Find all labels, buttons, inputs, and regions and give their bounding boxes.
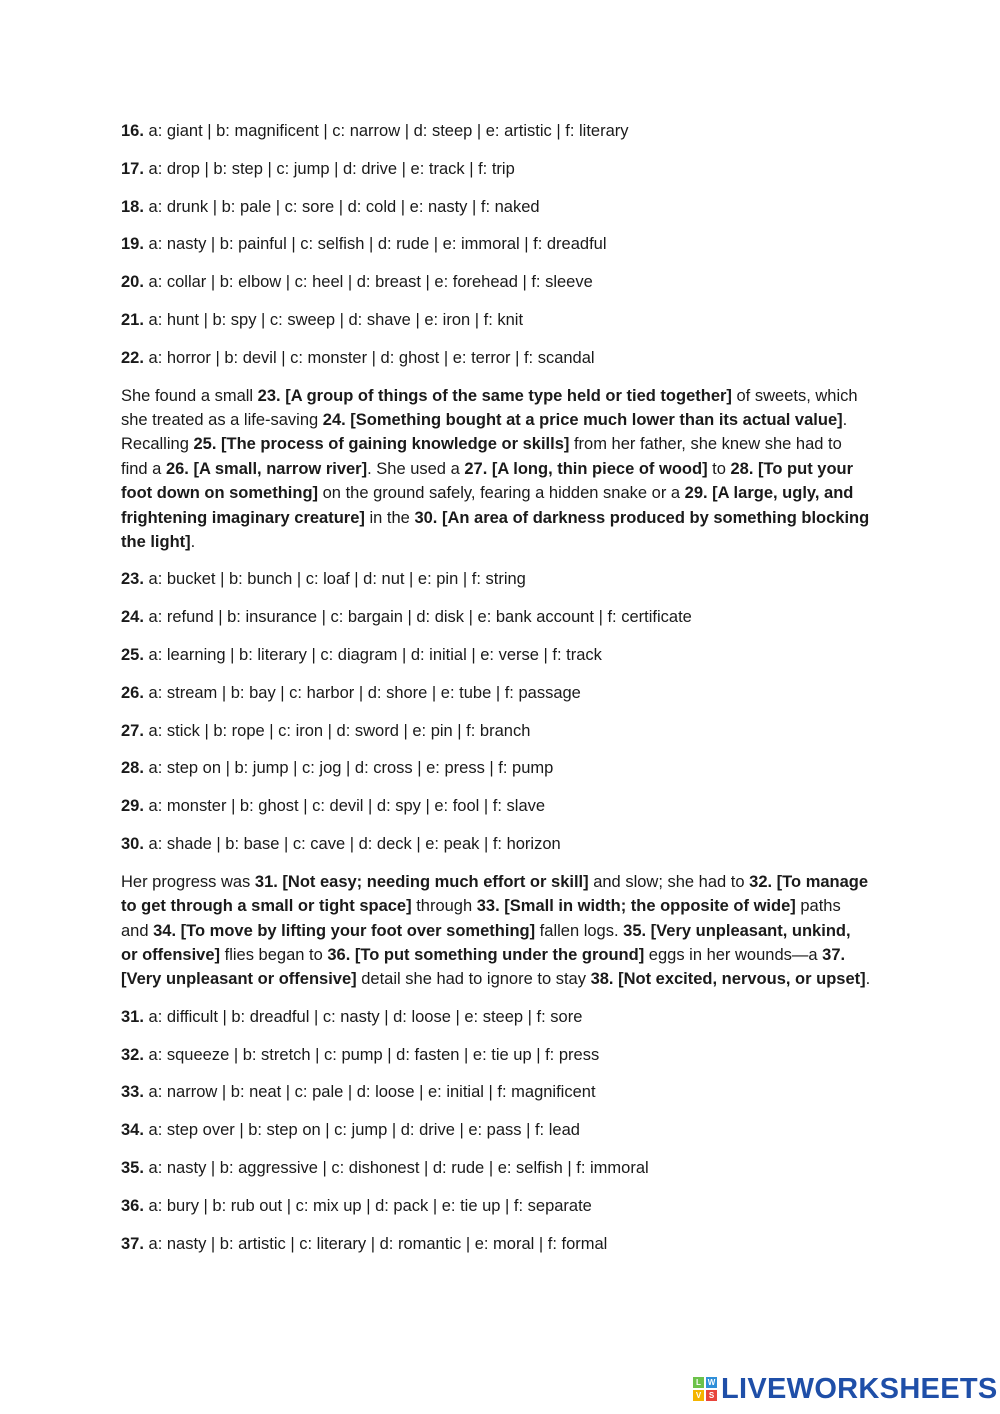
question-options: a: bury | b: rub out | c: mix up | d: pack | e: tie up | f: separate — [148, 1196, 592, 1215]
question-number: 24. — [121, 608, 144, 627]
story-text: and slow; she had to — [588, 872, 750, 891]
question-line — [121, 756, 871, 780]
story-text: on the ground safely, fearing a hidden snake or a — [318, 484, 685, 503]
question-options: a: nasty | b: aggressive | c: dishonest | d: rude | e: selfish | f: immoral — [148, 1159, 649, 1178]
question-line — [121, 1080, 871, 1104]
blank-clue: 29. [A large, ugly, and frightening imaginary creature] — [121, 484, 854, 527]
question-line — [121, 157, 871, 181]
question-line — [121, 195, 871, 219]
question-options: a: drop | b: step | c: jump | d: drive | e: track | f: trip — [148, 159, 515, 178]
story-text: detail she had to ignore to stay — [356, 970, 591, 989]
question-number: 30. — [121, 835, 144, 853]
question-options: a: squeeze | b: stretch | c: pump | d: fasten | e: tie up | f: press — [148, 1045, 600, 1064]
question-options: a: collar | b: elbow | c: heel | d: breast | e: forehead | f: sleeve — [148, 273, 593, 292]
question-line — [121, 567, 871, 591]
story-text: to — [707, 459, 731, 478]
question-number: 28. — [121, 759, 144, 778]
story-text: . She used a — [367, 459, 465, 478]
question-options: a: refund | b: insurance | c: bargain | d: disk | e: bank account | f: certificate — [148, 608, 692, 627]
question-line — [121, 346, 871, 370]
question-number: 25. — [121, 646, 144, 665]
question-options: a: narrow | b: neat | c: pale | d: loose | e: initial | f: magnificent — [148, 1083, 596, 1102]
question-number: 35. — [121, 1159, 144, 1178]
story-text: . — [190, 533, 196, 552]
question-line — [121, 643, 871, 667]
question-line — [121, 1232, 871, 1256]
question-options: a: step on | b: jump | c: jog | d: cross | e: press | f: pump — [148, 759, 554, 778]
logo-tile: S — [706, 1390, 717, 1401]
question-line — [121, 832, 871, 856]
blank-clue: 27. [A long, thin piece of wood] — [464, 459, 708, 478]
story-text: from her father, she knew she had to find a — [121, 435, 842, 478]
question-number: 19. — [121, 235, 144, 254]
question-line — [121, 1118, 871, 1142]
question-line — [121, 1194, 871, 1218]
question-number: 26. — [121, 683, 144, 702]
question-line — [121, 1005, 871, 1029]
blank-clue: 35. [Very unpleasant, unkind, or offensive] — [121, 921, 851, 965]
question-number: 21. — [121, 310, 144, 329]
story-text: in the — [364, 508, 415, 527]
blank-clue: 25. [The process of gaining knowledge or skills] — [193, 435, 570, 454]
story-text: eggs in her wounds—a — [644, 946, 823, 965]
question-number: 33. — [121, 1083, 144, 1102]
question-options: a: learning | b: literary | c: diagram | d: initial | e: verse | f: track — [148, 646, 602, 665]
worksheet-page — [121, 119, 871, 1269]
question-options: a: hunt | b: spy | c: sweep | d: shave | e: iron | f: knit — [148, 310, 524, 329]
question-number: 32. — [121, 1045, 144, 1064]
story-text: flies began to — [220, 946, 328, 965]
story-text: paths and — [121, 897, 841, 940]
question-line — [121, 1156, 871, 1180]
question-options: a: stick | b: rope | c: iron | d: sword | e: pin | f: branch — [148, 721, 531, 740]
blank-clue: 33. [Small in width; the opposite of wide] — [476, 897, 796, 916]
question-number: 27. — [121, 721, 144, 740]
story-text: of sweets, which she treated as a life-saving — [121, 386, 858, 429]
blank-clue: 30. [An area of darkness produced by something blocking the light] — [121, 508, 870, 552]
question-number: 17. — [121, 159, 144, 178]
blank-clue: 36. [To put something under the ground] — [327, 946, 645, 965]
story-text: fallen logs. — [535, 921, 624, 940]
question-options: a: stream | b: bay | c: harbor | d: shore | e: tube | f: passage — [148, 683, 581, 702]
question-options: a: monster | b: ghost | c: devil | d: spy | e: fool | f: slave — [148, 797, 546, 816]
question-number: 20. — [121, 273, 144, 292]
question-number: 29. — [121, 797, 144, 816]
liveworksheets-logo[interactable] — [693, 1372, 998, 1406]
story-text: . — [865, 970, 871, 989]
question-line — [121, 605, 871, 629]
question-options: a: giant | b: magnificent | c: narrow | d: steep | e: artistic | f: literary — [148, 122, 629, 140]
question-options: a: drunk | b: pale | c: sore | d: cold | e: nasty | f: naked — [148, 197, 540, 216]
question-options: a: difficult | b: dreadful | c: nasty | d: loose | e: steep | f: sore — [148, 1007, 583, 1026]
question-number: 36. — [121, 1196, 144, 1215]
question-number: 37. — [121, 1234, 144, 1253]
logo-tile: W — [707, 1378, 716, 1387]
question-options: a: shade | b: base | c: cave | d: deck | e: peak | f: horizon — [148, 835, 561, 853]
blank-clue: 24. [Something bought at a price much lower than its actual value] — [322, 410, 843, 429]
blank-clue: 23. [A group of things of the same type held or tied together] — [257, 386, 732, 405]
blank-clue: 26. [A small, narrow river] — [165, 459, 368, 478]
blank-clue: 32. [To manage to get through a small or tight space] — [121, 872, 869, 916]
story-text: . Recalling — [121, 410, 848, 454]
liveworksheets-logo-icon — [693, 1377, 717, 1401]
question-options: a: horror | b: devil | c: monster | d: ghost | e: terror | f: scandal — [148, 348, 595, 367]
blank-clue: 38. [Not excited, nervous, or upset] — [590, 970, 866, 989]
question-line — [121, 232, 871, 256]
question-line — [121, 719, 871, 743]
story-paragraph-2 — [121, 870, 871, 992]
story-text: She found a small — [121, 386, 258, 405]
logo-tile: L — [693, 1377, 704, 1388]
blank-clue: 28. [To put your foot down on something] — [121, 459, 854, 503]
story-text: through — [411, 897, 477, 916]
question-line — [121, 794, 871, 818]
story-paragraph-1 — [121, 384, 871, 555]
question-number: 23. — [121, 570, 144, 589]
blank-clue: 37. [Very unpleasant or offensive] — [121, 946, 846, 989]
question-number: 22. — [121, 348, 144, 367]
question-number: 16. — [121, 122, 144, 140]
question-group-16-22 — [121, 119, 871, 370]
question-number: 31. — [121, 1007, 144, 1026]
blank-clue: 34. [To move by lifting your foot over something] — [153, 921, 536, 940]
question-options: a: step over | b: step on | c: jump | d: drive | e: pass | f: lead — [148, 1121, 580, 1140]
question-number: 18. — [121, 197, 144, 216]
question-line — [121, 1043, 871, 1067]
question-options: a: nasty | b: artistic | c: literary | d: romantic | e: moral | f: formal — [148, 1234, 608, 1253]
question-options: a: bucket | b: bunch | c: loaf | d: nut | e: pin | f: string — [148, 570, 526, 589]
blank-clue: 31. [Not easy; needing much effort or skill] — [254, 872, 589, 891]
question-options: a: nasty | b: painful | c: selfish | d: rude | e: immoral | f: dreadful — [148, 235, 607, 254]
question-group-31-37 — [121, 1005, 871, 1256]
question-number: 34. — [121, 1121, 144, 1140]
question-line — [121, 270, 871, 294]
story-text: Her progress was — [121, 872, 255, 891]
question-line — [121, 119, 871, 143]
question-group-23-30 — [121, 567, 871, 856]
question-line — [121, 681, 871, 705]
question-line — [121, 308, 871, 332]
logo-text: LIVEWORKSHEETS — [721, 1372, 998, 1405]
logo-tile: V — [693, 1390, 704, 1401]
